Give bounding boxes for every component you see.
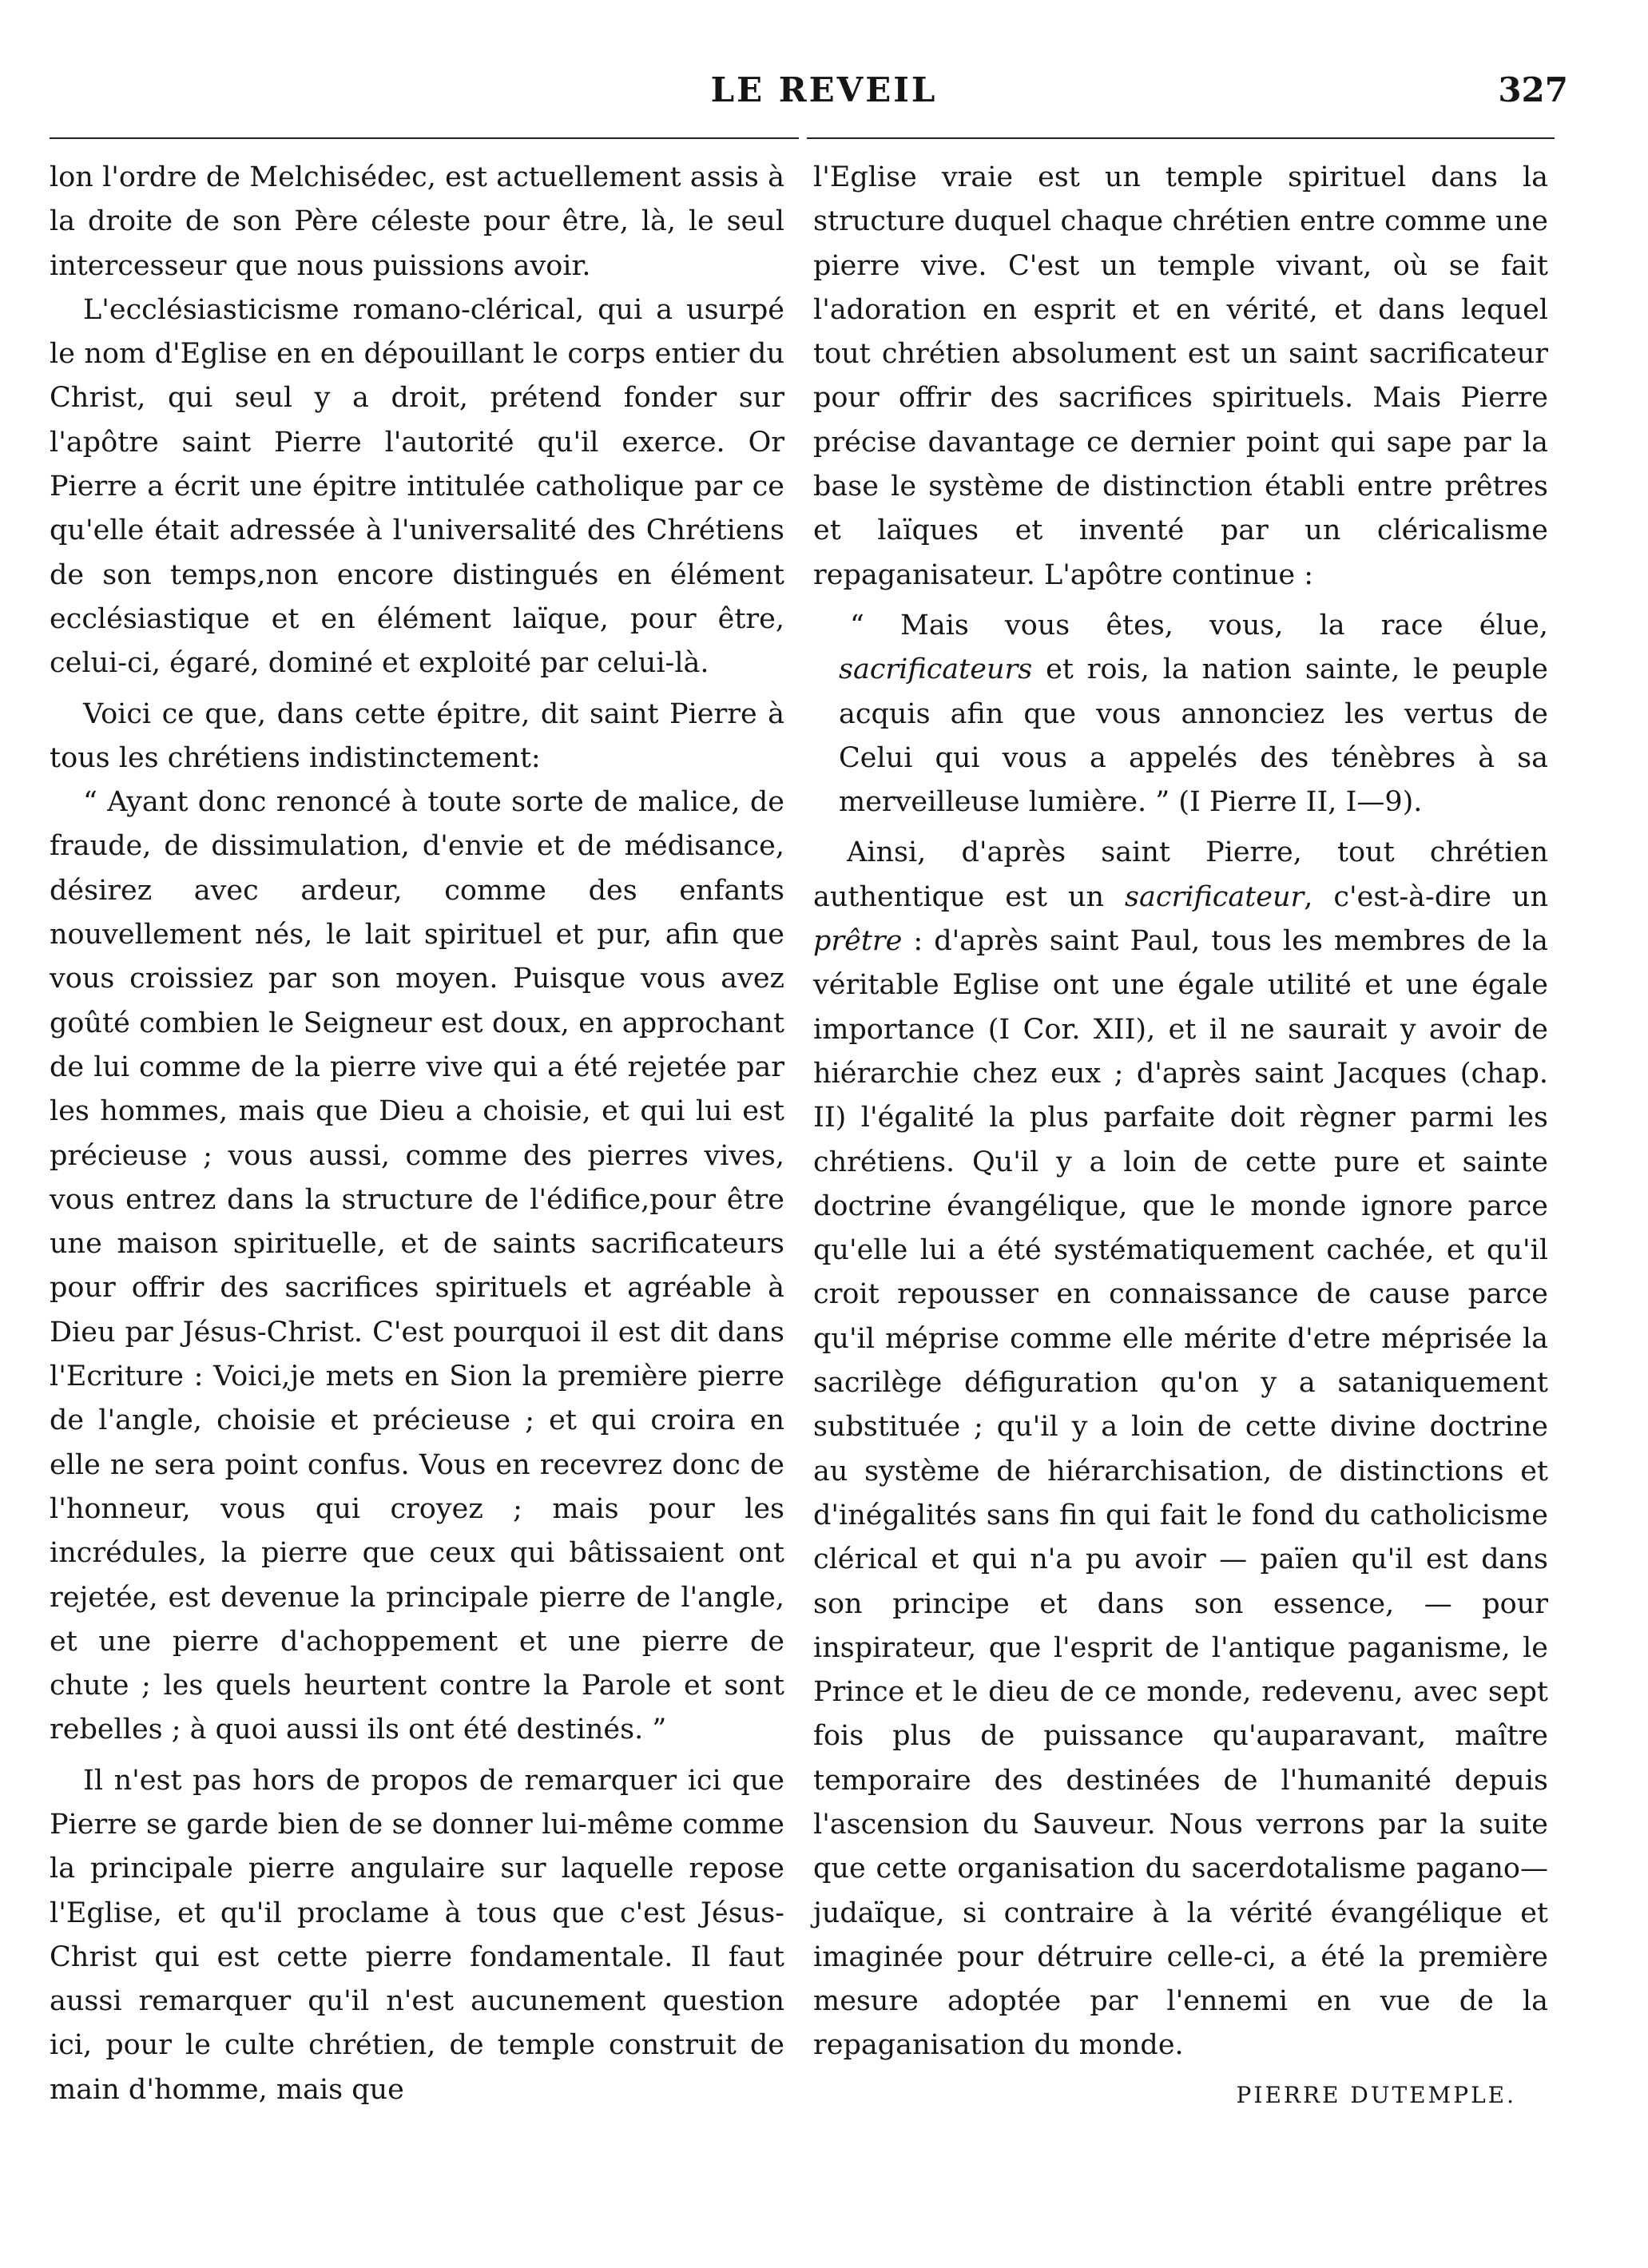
paragraph-text: : d'après saint Paul, tous les membres de la véritable Eglise ont une égale utilité et une égale importance (I Cor. XII), et il ne saurait y avoir de hiérarchie chez eux ; d'après saint Jacques (chap. II) l'égalité la plus parfaite doit règner parmi les chrétiens. Qu'il y a loin de cette pure et sainte doctrine évangélique, que le monde ignore parce qu'elle lui a été systématiquement cachée, et qu'il croit repousser en connaissance de cause parce qu'il méprise comme elle mérite d'etre méprisée la sacrilège défiguration qu'on y a sataniquement substituée ; qu'il y a loin de cette divine doctrine au système de hiérarchisation, de distinctions et d'inégalités sans fin qui fait le fond du catholicisme clérical et qui n'a pu avoir — païen qu'il est dans son principe et dans son essence, — pour inspirateur, que l'esprit de l'antique paganisme, le Prince et le dieu de ce monde, redevenu, avec sept fois plus de puissance qu'auparavant, maître temporaire des destinées de l'humanité depuis l'ascension du Sauveur. Nous verrons par la suite que cette organisation du sacerdotalisme pagano—judaïque, si contraire à la vérité évangélique et imaginée pour détruire celle-ci, a été la première mesure adoptée par l'ennemi en vue de la repaganisation du monde. <box>813 925 1548 2062</box>
quotation <box>813 604 1548 824</box>
header-rule-right <box>807 137 1555 139</box>
paragraph: Voici ce que, dans cette épitre, dit saint Pierre à tous les chrétiens indistinctement: <box>50 697 784 774</box>
quotation: “ Ayant donc renoncé à toute sorte de malice, de fraude, de dissimulation, d'envie et de médisance, désirez avec ardeur, comme des enfants nouvellement nés, le lait spirituel et pur, afin que vous croissiez par son moyen. Puisque vous avez goûté combien le Seigneur est doux, en approchant de lui comme de la pierre vive qui a été rejetée par les hommes, mais que Dieu a choisie, et qui lui est précieuse ; vous aussi, comme des pierres vives, vous entrez dans la structure de l'édifice,pour être une maison spirituelle, et de saints sacrificateurs pour offrir des sacrifices spirituels et agréable à Dieu par Jésus-Christ. C'est pourquoi il est dit dans l'Ecriture : Voici,je mets en Sion la première pierre de l'angle, choisie et précieuse ; et qui croira en elle ne sera point confus. Vous en recevrez donc de l'honneur, vous qui croyez ; mais pour les incrédules, la pierre que ceux qui bâtissaient ont rejetée, est devenue la principale pierre de l'angle, et une pierre d'achoppement et une pierre de chute ; les quels heurtent contre la Parole et sont rebelles ; à quoi aussi ils ont été destinés. ” <box>50 786 784 1746</box>
paragraph: lon l'ordre de Melchisédec, est actuellement assis à la droite de son Père céleste pour être, là, le seul intercesseur que nous puissions avoir. <box>50 161 784 282</box>
paragraph: Il n'est pas hors de propos de remarquer ici que Pierre se garde bien de se donner lui-même comme la principale pierre angulaire sur laquelle repose l'Eglise, et qu'il proclame à tous que c'est Jésus-Christ qui est cette pierre fondamentale. Il faut aussi remarquer qu'il n'est aucunement question ici, pour le culte chrétien, de temple construit de main d'homme, mais que <box>50 1764 784 2106</box>
author-signature: PIERRE DUTEMPLE. <box>1236 2081 1516 2108</box>
paragraph: l'Eglise vraie est un temple spirituel dans la structure duquel chaque chrétien entre comme une pierre vive. C'est un temple vivant, où se fait l'adoration en esprit et en vérité, et dans lequel tout chrétien absolument est un saint sacrificateur pour offrir des sacrifices spirituels. Mais Pierre précise davantage ce dernier point qui sape par la base le système de distinction établi entre prêtres et laïques et inventé par un cléricalisme repaganisateur. L'apôtre continue : <box>813 161 1548 591</box>
running-head <box>0 70 1648 118</box>
header-rule-left <box>50 137 799 139</box>
quote-text: “ Mais vous êtes, vous, la race élue, <box>850 609 1548 641</box>
paragraph: L'ecclésiasticisme romano-clérical, qui a usurpé le nom d'Eglise en en dépouillant le corps entier du Christ, qui seul y a droit, prétend fonder sur l'apôtre saint Pierre l'autorité qu'il exerce. Or Pierre a écrit une épitre intitulée catholique par ce qu'elle était adressée à l'universalité des Chrétiens de son temps,non encore distingués en élément ecclésiastique et en élément laïque, pour être, celui-ci, égaré, dominé et exploité par celui-là. <box>50 293 784 680</box>
quote-emphasis: sacrificateurs <box>839 653 1033 686</box>
emphasis: sacrificateur <box>1125 880 1305 913</box>
emphasis: prêtre <box>813 925 903 958</box>
paragraph-text: Ainsi, d'après saint Pierre, tout chrétien authentique est un <box>813 836 1548 913</box>
left-column <box>50 156 784 2112</box>
paragraph-text: , c'est-à-dire un <box>1304 880 1548 913</box>
journal-title: LE REVEIL <box>710 70 938 109</box>
paragraph <box>813 831 1548 2067</box>
page-number: 327 <box>1498 70 1568 109</box>
quote-text: et rois, la nation sainte, le peuple acquis afin que vous annonciez les vertus de Celui qui vous a appelés des ténèbres à sa merveilleuse lumière. ” (I Pierre II, I—9). <box>839 653 1548 819</box>
right-column <box>813 156 1548 2117</box>
